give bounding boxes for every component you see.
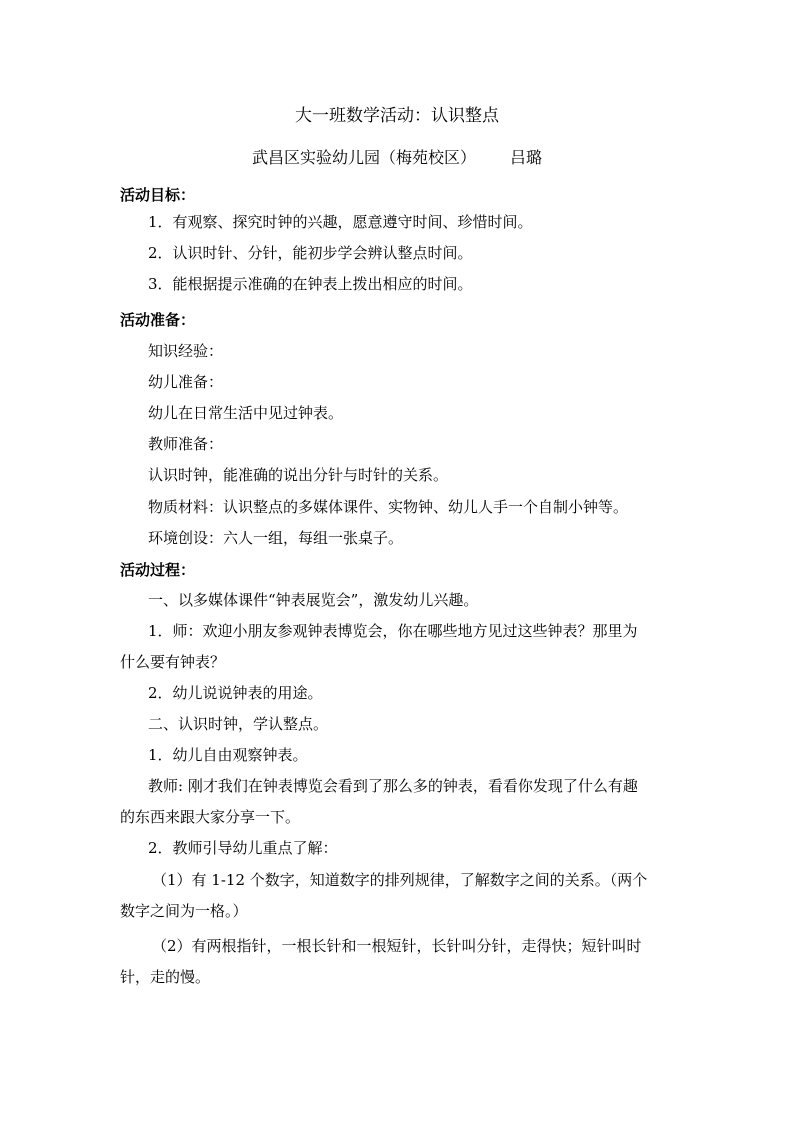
prep-item: 认识时钟，能准确的说出分针与时针的关系。 — [148, 466, 449, 484]
school-name: 武昌区实验幼儿园（梅苑校区） — [251, 148, 476, 167]
process-line: 教师: 刚才我们在钟表博览会看到了那么多的钟表，看看你发现了什么有趣 — [148, 777, 638, 795]
process-line: 2．教师引导幼儿重点了解： — [148, 839, 338, 857]
prep-item: 物质材料：认识整点的多媒体课件、实物钟、幼儿人手一个自制小钟等。 — [148, 498, 629, 516]
document-subtitle — [0, 148, 794, 168]
prep-item: 知识经验： — [148, 342, 224, 360]
process-line: 数字之间为一格。） — [120, 902, 248, 920]
process-line: 1．幼儿自由观察钟表。 — [148, 746, 308, 764]
process-line: 二、认识时钟，学认整点。 — [148, 715, 329, 733]
process-line: （1）有 1-12 个数字，知道数字的排列规律，了解数字之间的关系。（两个 — [152, 871, 648, 889]
process-line: 的东西来跟大家分享一下。 — [120, 808, 301, 826]
goal-item: 1．有观察、探究时钟的兴趣，愿意遵守时间、珍惜时间。 — [148, 213, 533, 231]
goal-item: 2．认识时针、分针，能初步学会辨认整点时间。 — [148, 244, 473, 262]
goal-item: 3．能根据提示准确的在钟表上拨出相应的时间。 — [148, 275, 473, 293]
document-title: 大一班数学活动：认识整点 — [295, 106, 499, 126]
section-heading-goals: 活动目标： — [120, 186, 196, 204]
section-heading-process: 活动过程： — [120, 561, 196, 579]
process-line: 2．幼儿说说钟表的用途。 — [148, 684, 323, 702]
prep-item: 幼儿准备： — [148, 373, 224, 391]
process-line: 一、以多媒体课件“钟表展览会”，激发幼儿兴趣。 — [148, 591, 479, 609]
process-line: 什么要有钟表？ — [120, 653, 226, 671]
section-heading-prep: 活动准备： — [120, 311, 196, 329]
process-line: 1．师：欢迎小朋友参观钟表博览会，你在哪些地方见过这些钟表？那里为 — [148, 622, 638, 640]
prep-item: 环境创设：六人一组，每组一张桌子。 — [148, 529, 404, 547]
process-line: 针，走的慢。 — [120, 968, 211, 986]
process-line: （2）有两根指针，一根长针和一根短针，长针叫分针，走得快；短针叫时 — [152, 937, 642, 955]
prep-item: 教师准备： — [148, 435, 224, 453]
prep-item: 幼儿在日常生活中见过钟表。 — [148, 404, 344, 422]
author-name: 吕璐 — [510, 148, 543, 167]
